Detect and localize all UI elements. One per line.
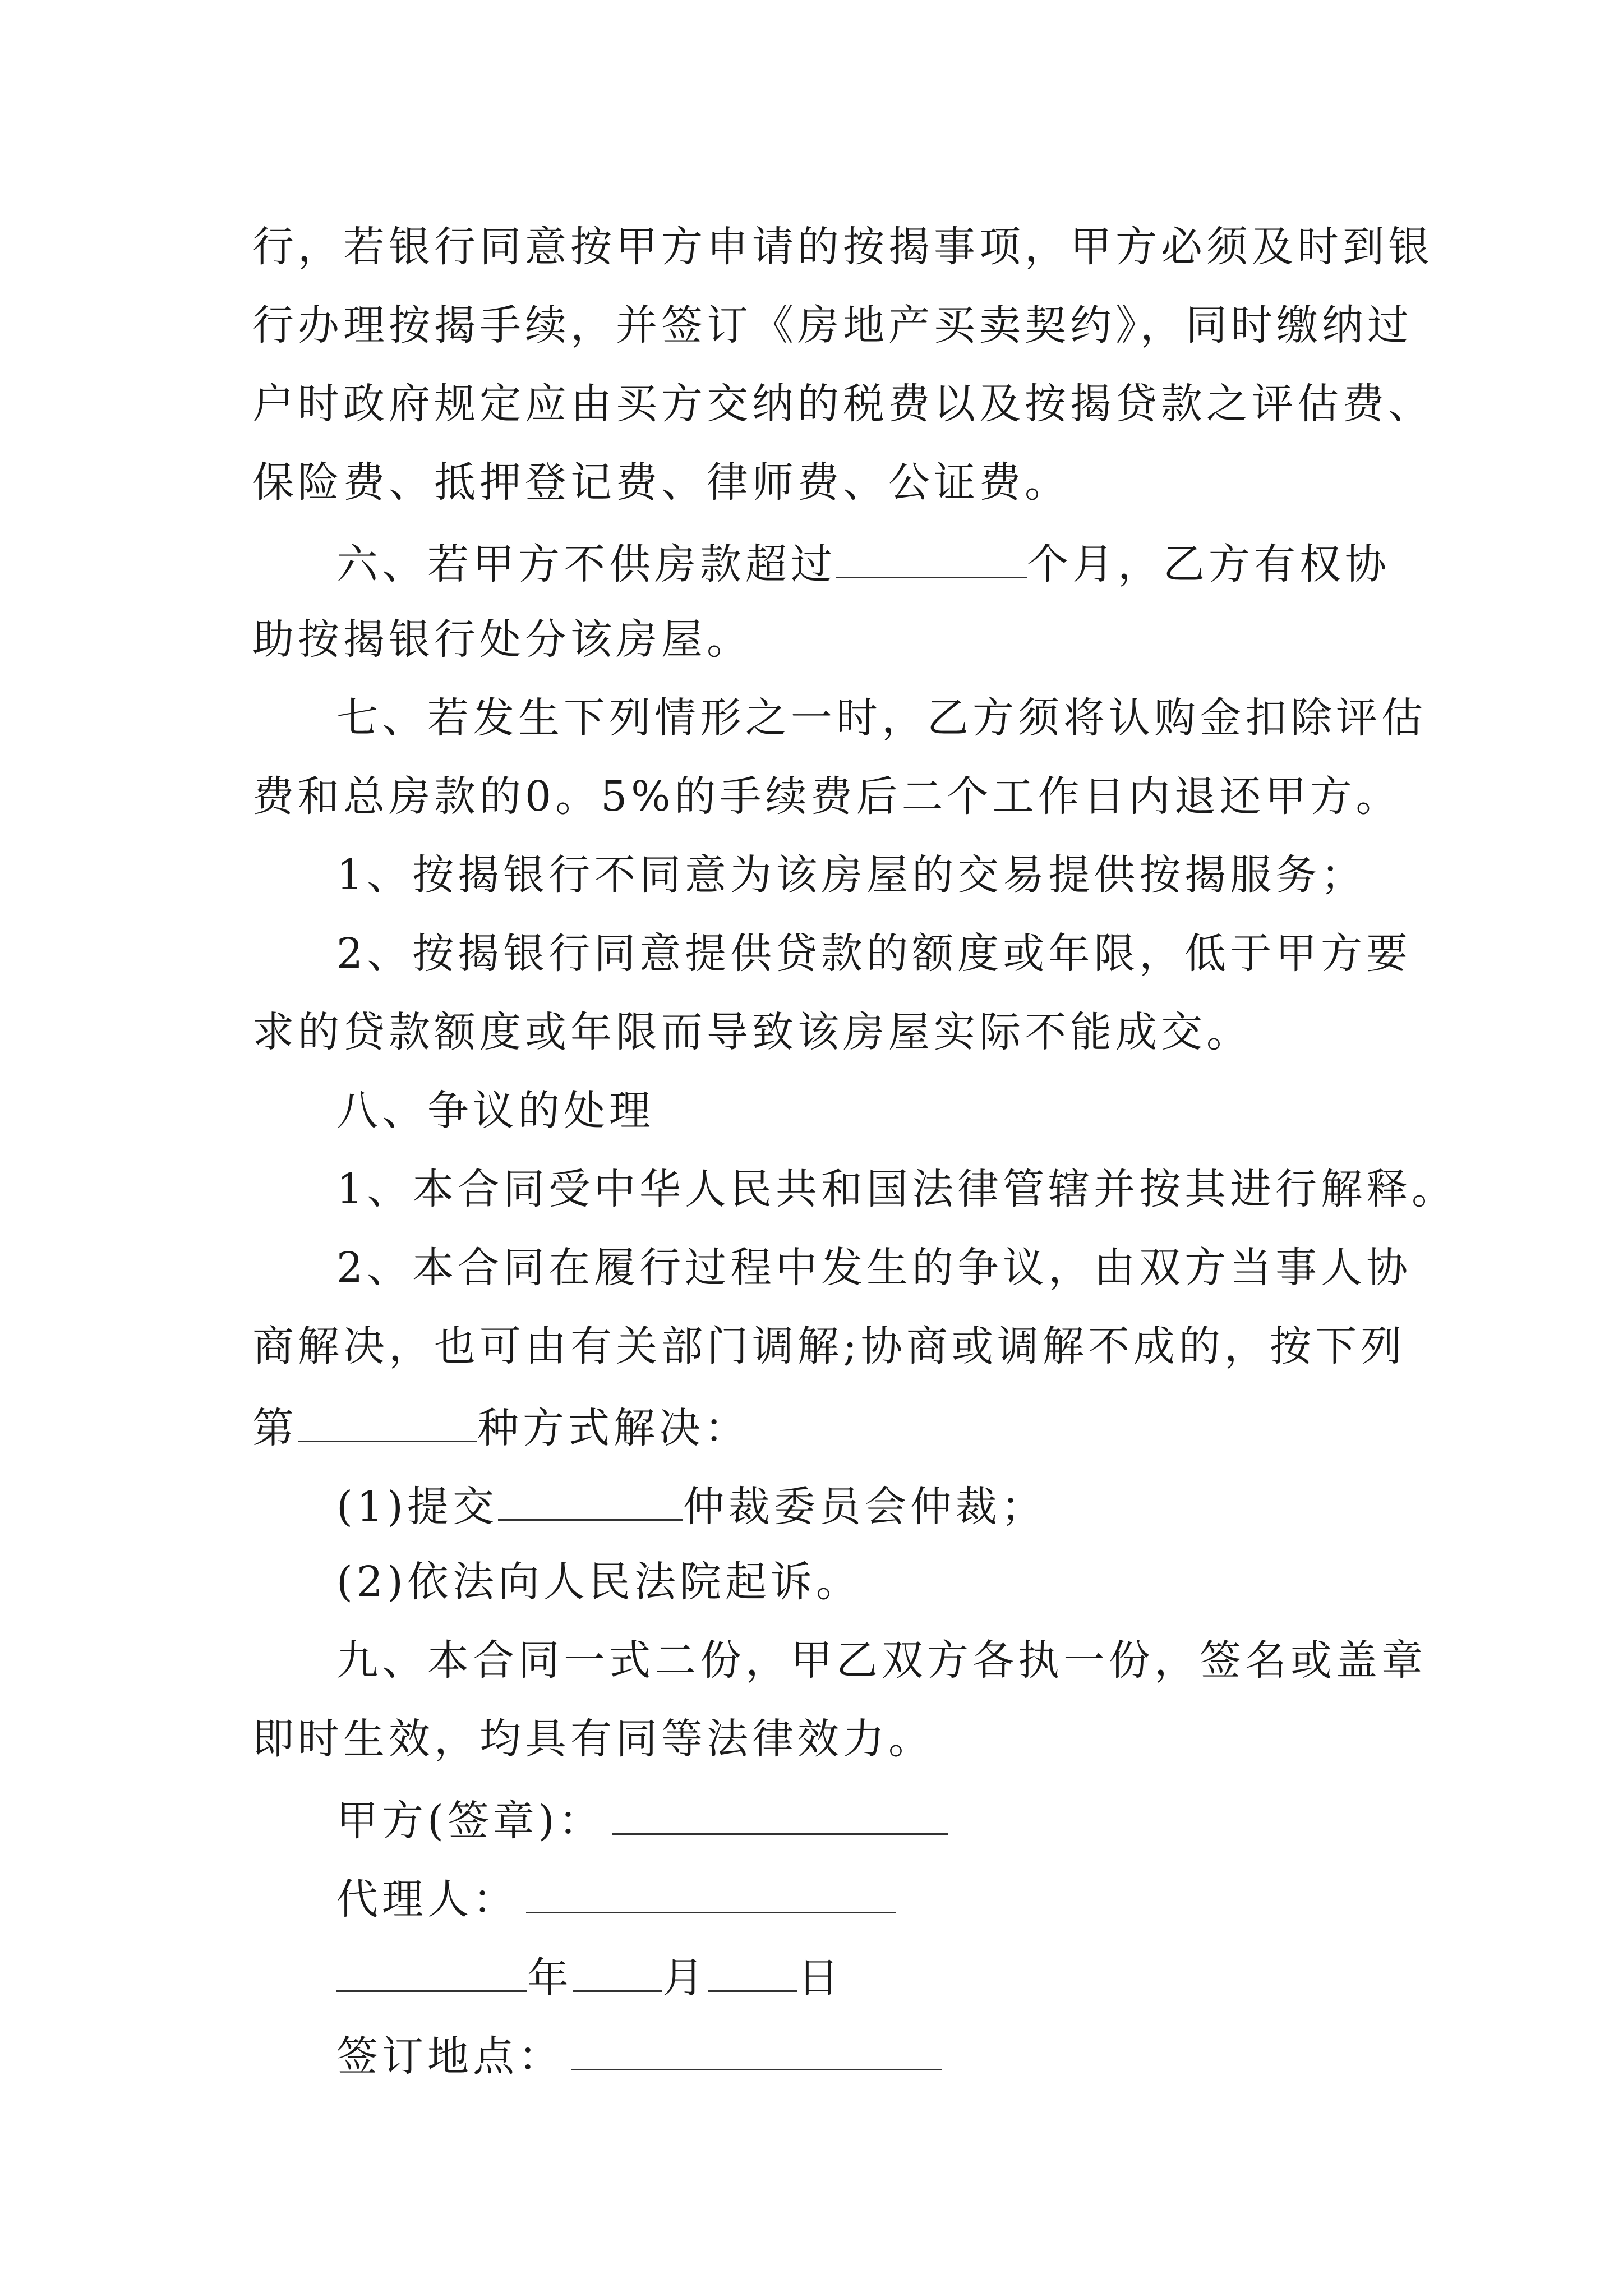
year-blank[interactable] (336, 1947, 527, 1992)
method-prefix: 第 (252, 1404, 298, 1452)
month-blank[interactable] (573, 1947, 662, 1992)
clause-9-line-2: 即时生效，均具有同等法律效力。 (252, 1715, 934, 1763)
place-line (336, 2025, 1486, 2085)
arbitration-blank[interactable] (498, 1475, 683, 1521)
clause-6-line (336, 533, 1486, 592)
clause-6-line-2: 助按揭银行处分该房屋。 (252, 615, 752, 664)
method-suffix: 种方式解决： (477, 1404, 750, 1452)
option-1 (336, 1475, 1486, 1535)
clause-7-line-1: 七、若发生下列情形之一时，乙方须将认购金扣除评估 (336, 694, 1427, 742)
clause-7-item-1: 1、按揭银行不同意为该房屋的交易提供按揭服务； (336, 851, 1367, 899)
agent-label: 代理人： (336, 1875, 518, 1924)
paragraph-line: 保险费、抵押登记费、律师费、公证费。 (252, 458, 1070, 507)
year-label: 年 (527, 1954, 573, 2002)
clause-7-line-2: 费和总房款的0。5%的手续费后二个工作日内退还甲方。 (252, 772, 1401, 821)
party-a-blank[interactable] (612, 1789, 948, 1835)
day-label: 日 (797, 1954, 843, 2002)
place-label: 签订地点： (336, 2032, 564, 2081)
months-blank[interactable] (836, 533, 1027, 578)
method-blank[interactable] (298, 1397, 477, 1442)
clause-8-title: 八、争议的处理 (336, 1087, 654, 1135)
clause-6-text-b: 个月，乙方有权协 (1027, 540, 1390, 588)
option-1-prefix: (1)提交 (336, 1483, 498, 1531)
clause-8-item-2-cont: 商解决，也可由有关部门调解;协商或调解不成的，按下列 (252, 1322, 1406, 1370)
paragraph-line: 户时政府规定应由买方交纳的税费以及按揭贷款之评估费、 (252, 380, 1433, 428)
agent-blank[interactable] (526, 1868, 896, 1913)
month-label: 月 (662, 1954, 708, 2002)
party-a-signature (336, 1789, 1486, 1849)
clause-6-text-a: 六、若甲方不供房款超过 (336, 540, 836, 588)
agent-signature (336, 1868, 1486, 1927)
date-line (336, 1947, 1486, 2006)
option-1-suffix: 仲裁委员会仲裁； (683, 1483, 1046, 1531)
paragraph-line: 行，若银行同意按甲方申请的按揭事项，甲方必须及时到银 (252, 223, 1433, 271)
clause-8-item-2: 2、本合同在履行过程中发生的争议，由双方当事人协 (336, 1244, 1412, 1292)
option-2: (2)依法向人民法院起诉。 (336, 1558, 861, 1606)
clause-8-item-2-method (252, 1397, 1402, 1456)
clause-7-item-2: 2、按揭银行同意提供贷款的额度或年限，低于甲方要 (336, 930, 1412, 978)
day-blank[interactable] (708, 1947, 797, 1992)
clause-8-item-1: 1、本合同受中华人民共和国法律管辖并按其进行解释。 (336, 1165, 1458, 1213)
paragraph-line: 行办理按揭手续，并签订《房地产买卖契约》，同时缴纳过 (252, 301, 1413, 349)
party-a-label: 甲方(签章)： (336, 1797, 604, 1845)
clause-9-line-1: 九、本合同一式二份，甲乙双方各执一份，签名或盖章 (336, 1636, 1427, 1685)
place-blank[interactable] (571, 2025, 942, 2070)
clause-7-item-2-cont: 求的贷款额度或年限而导致该房屋实际不能成交。 (252, 1008, 1252, 1056)
